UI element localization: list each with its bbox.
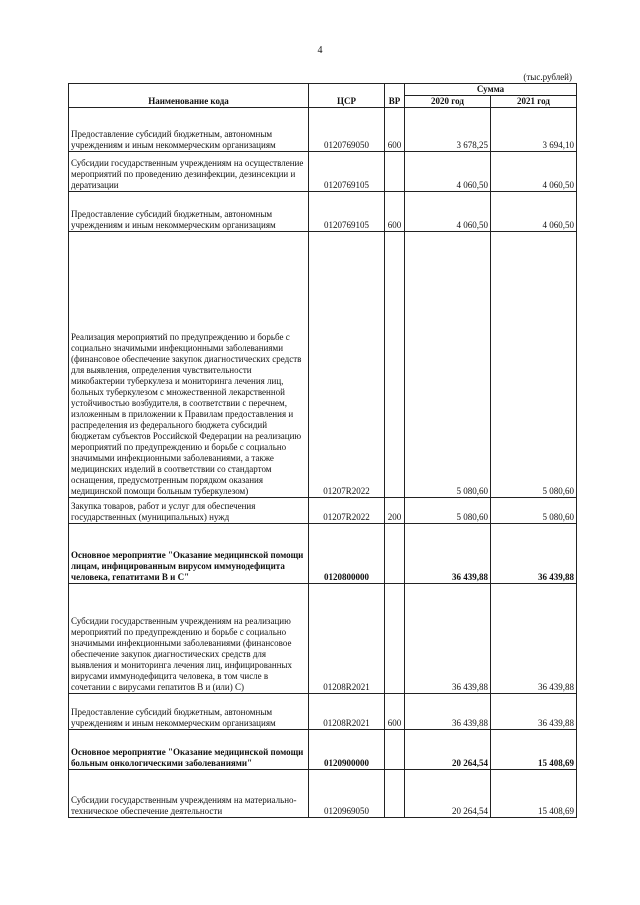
table-row [69,584,577,694]
row-vr: 600 [385,108,405,152]
header-sum: Сумма [405,84,577,96]
header-name: Наименование кода [69,84,309,108]
row-name: Предоставление субсидий бюджетным, автономным учреждениям и иным некоммерческим организациям [69,108,309,152]
row-amount-2020: 36 439,88 [405,584,491,694]
row-name: Предоставление субсидий бюджетным, автономным учреждениям и иным некоммерческим организациям [69,694,309,730]
row-amount-2021: 3 694,10 [491,108,577,152]
row-amount-2021: 5 080,60 [491,232,577,498]
row-csr: 0120800000 [309,524,385,584]
row-vr [385,232,405,498]
header-2021: 2021 год [491,96,577,108]
row-csr: 0120769105 [309,192,385,232]
row-amount-2020: 5 080,60 [405,498,491,524]
row-name: Субсидии государственным учреждениям на материально-техническое обеспечение деятельности [69,770,309,818]
row-amount-2021: 5 080,60 [491,498,577,524]
row-vr [385,152,405,192]
row-amount-2020: 36 439,88 [405,694,491,730]
table-row [69,152,577,192]
row-name: Закупка товаров, работ и услуг для обеспечения государственных (муниципальных) нужд [69,498,309,524]
table-row [69,770,577,818]
row-amount-2021: 15 408,69 [491,730,577,770]
row-vr: 600 [385,694,405,730]
row-name: Субсидии государственным учреждениям на осуществление мероприятий по проведению дезинфекции, дезинсекции и дератизации [69,152,309,192]
table-row [69,232,577,498]
row-amount-2020: 20 264,54 [405,770,491,818]
row-amount-2021: 4 060,50 [491,192,577,232]
row-vr [385,770,405,818]
row-amount-2020: 20 264,54 [405,730,491,770]
row-csr: 01207R2022 [309,232,385,498]
row-amount-2021: 36 439,88 [491,524,577,584]
row-amount-2021: 36 439,88 [491,694,577,730]
row-amount-2020: 3 678,25 [405,108,491,152]
row-csr: 0120769105 [309,152,385,192]
units-label: (тыс.рублей) [523,72,572,82]
row-name: Основное мероприятие "Оказание медицинской помощи больным онкологическими заболеваниями" [69,730,309,770]
table-row [69,498,577,524]
page-number: 4 [317,45,323,56]
row-amount-2021: 15 408,69 [491,770,577,818]
row-vr [385,524,405,584]
row-amount-2020: 4 060,50 [405,152,491,192]
row-name: Основное мероприятие "Оказание медицинской помощи лицам, инфицированным вирусом иммунодефицита человека, гепатитами В и С" [69,524,309,584]
row-csr: 01208R2021 [309,584,385,694]
row-csr: 01207R2022 [309,498,385,524]
row-amount-2021: 36 439,88 [491,584,577,694]
row-amount-2021: 4 060,50 [491,152,577,192]
header-row-top [69,84,577,96]
table-row [69,524,577,584]
row-amount-2020: 5 080,60 [405,232,491,498]
row-name: Предоставление субсидий бюджетным, автономным учреждениям и иным некоммерческим организациям [69,192,309,232]
row-vr: 600 [385,192,405,232]
row-vr [385,730,405,770]
header-2020: 2020 год [405,96,491,108]
row-csr: 01208R2021 [309,694,385,730]
header-csr: ЦСР [309,84,385,108]
row-vr [385,584,405,694]
row-csr: 0120969050 [309,770,385,818]
row-name: Реализация мероприятий по предупреждению и борьбе с социально значимыми инфекционными заболеваниями (финансовое обеспечение закупок диагностических средств для выявления, определения чувствительности микобактерии туберкулеза и мониторинга лечения лиц, больных туберкулезом с множественной лекарственной устойчивостью возбудителя, в соответствии с перечнем, изложенным в приложении к Правилам предоставления и распределения из федерального бюджета субсидий бюджетам субъектов Российской Федерации на реализацию мероприятий по предупреждению и борьбе с социально значимыми инфекционными заболеваниями, а также медицинских изделий в соответствии со стандартом оснащения, предусмотренным порядком оказания медицинской помощи больным туберкулезом) [69,232,309,498]
row-csr: 0120769050 [309,108,385,152]
budget-table [68,83,577,818]
row-vr: 200 [385,498,405,524]
table-row [69,694,577,730]
table-row [69,108,577,152]
table-row [69,192,577,232]
table-row [69,730,577,770]
row-amount-2020: 36 439,88 [405,524,491,584]
row-csr: 0120900000 [309,730,385,770]
row-name: Субсидии государственным учреждениям на реализацию мероприятий по предупреждению и борьбе с социально значимыми инфекционными заболеваниями (финансовое обеспечение закупок диагностических средств для выявления и мониторинга лечения лиц, инфицированных вирусами иммунодефицита человека, в том числе в сочетании с вирусами гепатитов В и (или) С) [69,584,309,694]
row-amount-2020: 4 060,50 [405,192,491,232]
header-vr: ВР [385,84,405,108]
